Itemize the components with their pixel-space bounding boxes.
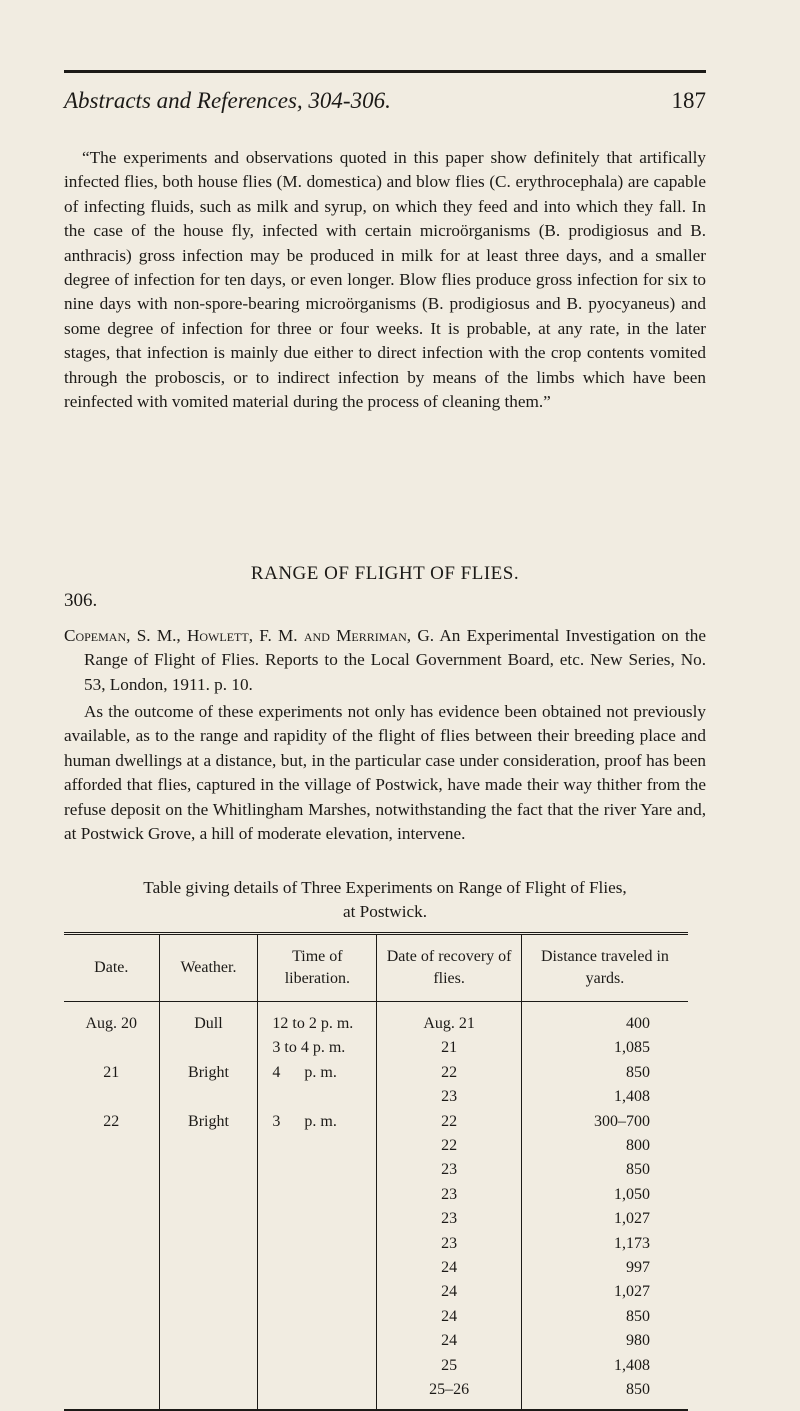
cell-date-of-recovery: 24 — [377, 1280, 522, 1304]
cell-time-of-liberation: 4 p. m. — [258, 1061, 377, 1085]
table-row — [64, 1329, 688, 1353]
cell-weather — [159, 1354, 258, 1378]
cell-weather — [159, 1158, 258, 1182]
cell-weather — [159, 1036, 258, 1060]
cell-weather — [159, 1378, 258, 1409]
cell-date-of-recovery: 23 — [377, 1085, 522, 1109]
section-title: RANGE OF FLIGHT OF FLIES. — [250, 563, 520, 584]
cell-date-of-recovery: 23 — [377, 1158, 522, 1182]
table-row — [64, 1158, 688, 1182]
cell-date-of-recovery: 23 — [377, 1232, 522, 1256]
cell-date-of-recovery: 21 — [377, 1036, 522, 1060]
cell-weather — [159, 1183, 258, 1207]
cell-time-of-liberation: 3 to 4 p. m. — [258, 1036, 377, 1060]
table-row — [64, 1085, 688, 1109]
table-row — [64, 1061, 688, 1085]
cell-date — [64, 1378, 159, 1409]
citation-authors: Copeman, S. M., Howlett, F. M. and Merriman, G. — [64, 626, 435, 645]
cell-distance: 980 — [521, 1329, 688, 1353]
cell-date: Aug. 20 — [85, 1015, 138, 1032]
page-number: 187 — [671, 88, 706, 113]
cell-distance: 850 — [521, 1158, 688, 1182]
cell-distance: 1,408 — [521, 1354, 688, 1378]
cell-date: 22 — [103, 1112, 120, 1130]
citation-text: An Experimental Investigation on the Range of Flight of Flies. Reports to the Local Government Board, etc. New Series, No. 53, London, 1911. p. 10. — [84, 626, 706, 694]
cell-date-of-recovery: 24 — [377, 1329, 522, 1353]
cell-weather: Bright — [159, 1110, 258, 1134]
header-date: Date. — [94, 959, 129, 976]
table-row — [64, 1134, 688, 1158]
cell-distance: 1,408 — [521, 1085, 688, 1109]
cell-time-of-liberation — [258, 1183, 377, 1207]
page-header — [64, 88, 706, 122]
table-row — [64, 1354, 688, 1378]
cell-date: 21 — [103, 1063, 120, 1081]
cell-date — [64, 1280, 159, 1304]
cell-date-of-recovery: 22 — [377, 1110, 522, 1134]
header-time-of-liberation: Time of liberation. — [258, 934, 377, 1002]
cell-distance: 1,027 — [521, 1280, 688, 1304]
cell-distance: 997 — [521, 1256, 688, 1280]
cell-time-of-liberation — [258, 1329, 377, 1353]
cell-time-of-liberation — [258, 1207, 377, 1231]
table-row — [64, 1280, 688, 1304]
cell-date — [64, 1158, 159, 1182]
cell-distance: 850 — [521, 1378, 688, 1409]
cell-date-of-recovery: 23 — [377, 1183, 522, 1207]
table-row — [64, 1110, 688, 1134]
cell-date — [64, 1354, 159, 1378]
cell-distance: 1,173 — [521, 1232, 688, 1256]
cell-date-of-recovery: 24 — [377, 1256, 522, 1280]
cell-distance: 1,027 — [521, 1207, 688, 1231]
cell-distance: 400 — [521, 1002, 688, 1037]
cell-date-of-recovery: 24 — [377, 1305, 522, 1329]
table-caption-line-2: at Postwick. — [342, 902, 428, 922]
cell-date-of-recovery: 25 — [377, 1354, 522, 1378]
cell-time-of-liberation — [258, 1280, 377, 1304]
abstract-paragraph: As the outcome of these experiments not only has evidence been obtained not previously available, as to the range and rapidity of the flight of flies between their breeding place and human dwellings at a distance, but, in the particular case under consideration, proof has been afforded that flies, captured in the village of Postwick, have made their way thither from the refuse deposit on the Whitlingham Marshes, notwithstanding the fact that the river Yare and, at Postwick Grove, a hill of moderate elevation, intervene. — [64, 702, 706, 844]
table-row — [64, 1256, 688, 1280]
table-row — [64, 1378, 688, 1409]
cell-time-of-liberation — [258, 1085, 377, 1109]
cell-date-of-recovery: 23 — [377, 1207, 522, 1231]
cell-date — [64, 1329, 159, 1353]
cell-weather — [159, 1329, 258, 1353]
cell-time-of-liberation — [258, 1305, 377, 1329]
cell-weather: Dull — [159, 1002, 258, 1037]
table-row — [64, 1183, 688, 1207]
cell-distance: 1,085 — [521, 1036, 688, 1060]
cell-weather — [159, 1085, 258, 1109]
cell-distance: 1,050 — [521, 1183, 688, 1207]
cell-distance: 850 — [521, 1061, 688, 1085]
cell-weather — [159, 1232, 258, 1256]
cell-date — [64, 1232, 159, 1256]
table-header-row — [64, 934, 688, 1002]
table-caption — [64, 876, 706, 925]
cell-date — [64, 1134, 159, 1158]
cell-weather — [159, 1256, 258, 1280]
quoted-paragraph: “The experiments and observations quoted in this paper show definitely that artifically infected flies, both house flies (M. domestica) and blow flies (C. erythrocephala) are capable of infecting fluids, such as milk and syrup, on which they feed and into which they fall. In the case of the house fly, infected with certain microörganisms (B. prodigiosus and B. anthracis) gross infection may be produced in milk for at least three days, and a smaller degree of infection for ten days, or even longer. Blow flies produce gross infection for six to nine days with non-spore-bearing microörganisms (B. prodigiosus and B. pyocyaneus) and some degree of infection for three or four weeks. It is probable, at any rate, in the later stages, that infection is mainly due either to direct infection with the crop contents vomited through the proboscis, or to indirect infection by means of the limbs which have been reinfected with vomited material during the process of cleaning them.” — [64, 148, 706, 412]
table-row — [64, 1002, 688, 1037]
cell-weather — [159, 1280, 258, 1304]
cell-time-of-liberation — [258, 1134, 377, 1158]
cell-weather — [159, 1134, 258, 1158]
table-row — [64, 1036, 688, 1060]
cell-time-of-liberation: 12 to 2 p. m. — [258, 1002, 377, 1037]
cell-time-of-liberation — [258, 1378, 377, 1409]
table-body — [64, 1002, 688, 1410]
cell-date-of-recovery: 25–26 — [377, 1378, 522, 1409]
header-date-of-recovery: Date of recovery of flies. — [377, 934, 522, 1002]
cell-weather — [159, 1207, 258, 1231]
cell-date-of-recovery: Aug. 21 — [377, 1002, 522, 1037]
table-row — [64, 1305, 688, 1329]
table-caption-line-1: Table giving details of Three Experiments on Range of Flight of Flies, — [143, 878, 627, 897]
cell-date-of-recovery: 22 — [377, 1134, 522, 1158]
header-weather: Weather. — [159, 934, 258, 1002]
cell-distance: 850 — [521, 1305, 688, 1329]
cell-distance: 800 — [521, 1134, 688, 1158]
cell-date — [64, 1085, 159, 1109]
entry-number: 306. — [64, 590, 98, 611]
cell-date — [64, 1207, 159, 1231]
cell-time-of-liberation — [258, 1256, 377, 1280]
cell-date — [64, 1305, 159, 1329]
cell-time-of-liberation — [258, 1354, 377, 1378]
flight-experiments-table — [64, 932, 688, 1411]
top-rule — [64, 70, 706, 73]
cell-time-of-liberation — [258, 1158, 377, 1182]
header-distance: Distance traveled in yards. — [521, 934, 688, 1002]
cell-date — [64, 1036, 159, 1060]
cell-distance: 300–700 — [521, 1110, 688, 1134]
cell-time-of-liberation: 3 p. m. — [258, 1110, 377, 1134]
cell-weather: Bright — [159, 1061, 258, 1085]
cell-date — [64, 1256, 159, 1280]
table-row — [64, 1207, 688, 1231]
cell-date — [64, 1183, 159, 1207]
cell-date-of-recovery: 22 — [377, 1061, 522, 1085]
citation — [64, 624, 706, 697]
cell-time-of-liberation — [258, 1232, 377, 1256]
table-row — [64, 1232, 688, 1256]
cell-weather — [159, 1305, 258, 1329]
running-title: Abstracts and References, 304-306. — [64, 88, 391, 113]
